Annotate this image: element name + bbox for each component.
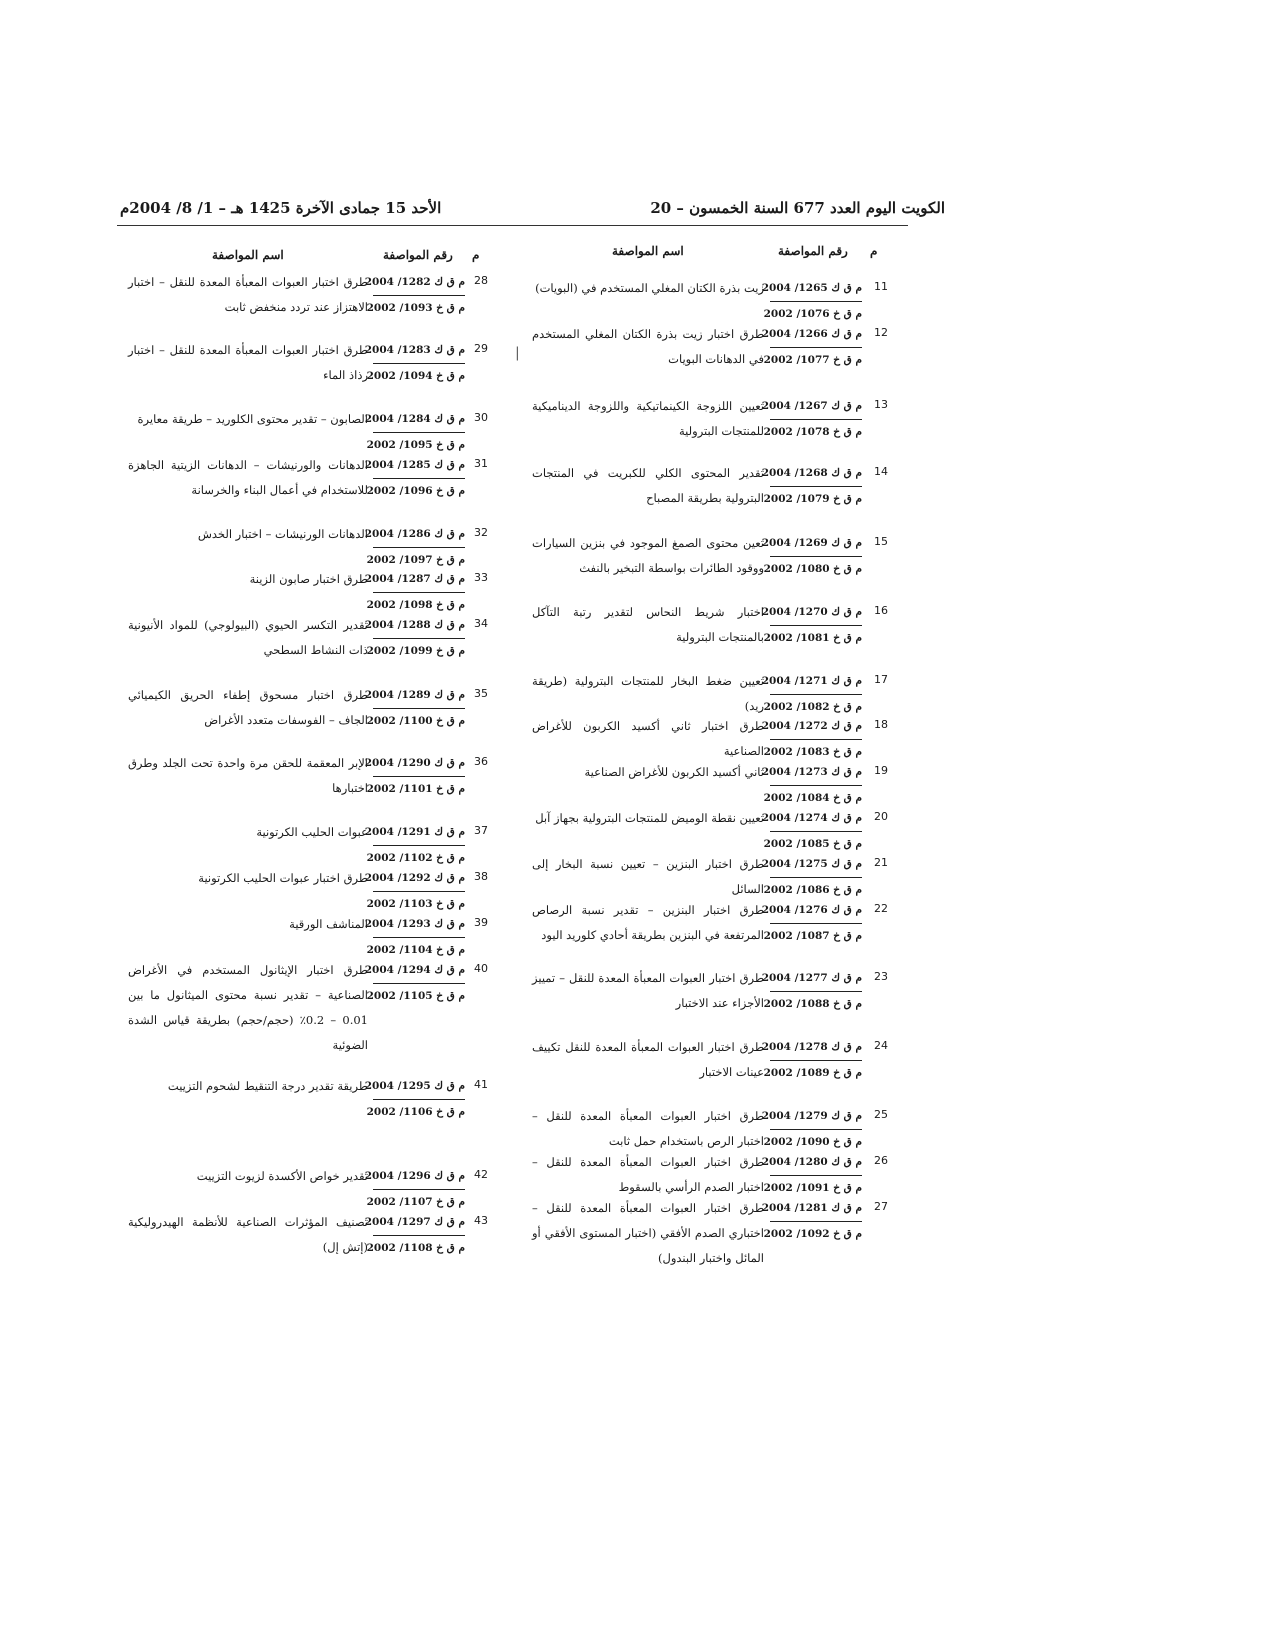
entry-code-gulf: م ق خ 1089/ 2002 (763, 1067, 862, 1079)
entry-code-kuwait: م ق ك 1277/ 2004 (770, 966, 862, 992)
entry-code-gulf: م ق خ 1092/ 2002 (763, 1228, 862, 1240)
entry-code (364, 522, 465, 573)
entry-code-gulf: م ق خ 1103/ 2002 (366, 898, 465, 910)
entry-code-kuwait: م ق ك 1286/ 2004 (373, 522, 465, 548)
entry-serial: 22 (874, 902, 888, 915)
entry-code (761, 600, 862, 651)
entry-name: عبوات الحليب الكرتونية (256, 825, 368, 839)
entry-code-kuwait: م ق ك 1284/ 2004 (373, 407, 465, 433)
entry-code-kuwait: م ق ك 1296/ 2004 (373, 1164, 465, 1190)
entry-name: طرق اختبار العبوات المعبأة المعدة للنقل – اختبار الصدم الرأسي بالسقوط (532, 1155, 764, 1194)
entry-serial: 26 (874, 1154, 888, 1167)
entry-serial: 30 (474, 411, 488, 424)
entry-code-gulf: م ق خ 1081/ 2002 (763, 632, 862, 644)
margin-bar-mark: | (515, 345, 520, 361)
entry-code-gulf: م ق خ 1095/ 2002 (366, 439, 465, 451)
entry-code-gulf: م ق خ 1107/ 2002 (366, 1196, 465, 1208)
entry-code (761, 531, 862, 582)
entry-code-gulf: م ق خ 1094/ 2002 (366, 370, 465, 382)
entry-serial: 42 (474, 1168, 488, 1181)
left-col-head-name: اسم المواصفة (212, 248, 284, 262)
entry-name: طرق اختبار صابون الزينة (249, 572, 368, 586)
entry-serial: 15 (874, 535, 888, 548)
entry-code (364, 866, 465, 917)
entry-serial: 18 (874, 718, 888, 731)
entry-code (364, 613, 465, 664)
entry-name: تقدير خواص الأكسدة لزيوت التزييت (196, 1169, 368, 1183)
entry-code-gulf: م ق خ 1085/ 2002 (763, 838, 862, 850)
entry-name: زيت بذرة الكتان المغلي المستخدم في (البويات) (535, 281, 764, 295)
entry-serial: 28 (474, 274, 488, 287)
header-rule-right (512, 225, 908, 226)
entry-code-gulf: م ق خ 1091/ 2002 (763, 1182, 862, 1194)
entry-code (761, 1035, 862, 1086)
entry-code (761, 1104, 862, 1155)
entry-code-gulf: م ق خ 1079/ 2002 (763, 493, 862, 505)
entry-code-kuwait: م ق ك 1265/ 2004 (770, 276, 862, 302)
entry-name: طريقة تقدير درجة التنقيط لشحوم التزييت (167, 1079, 368, 1093)
right-col-head-code: رقم المواصفة (778, 244, 848, 258)
entry-code-kuwait: م ق ك 1282/ 2004 (373, 270, 465, 296)
entry-name: طرق اختبار مسحوق إطفاء الحريق الكيميائي الجاف – الفوسفات متعدد الأغراض (128, 688, 368, 727)
entry-serial: 38 (474, 870, 488, 883)
entry-serial: 24 (874, 1039, 888, 1052)
entry-code-gulf: م ق خ 1097/ 2002 (366, 554, 465, 566)
entry-serial: 20 (874, 810, 888, 823)
entry-code-gulf: م ق خ 1102/ 2002 (366, 852, 465, 864)
entry-code-kuwait: م ق ك 1297/ 2004 (373, 1210, 465, 1236)
entry-code (761, 276, 862, 327)
entry-name: تعيين نقطة الوميض للمنتجات البترولية بجهاز آبل (535, 811, 764, 825)
entry-code-kuwait: م ق ك 1269/ 2004 (770, 531, 862, 557)
entry-name: طرق اختبار العبوات المعبأة المعدة للنقل – اختباري الصدم الأفقي (اختبار المستوى الأفقي أو المائل واختبار البندول) (532, 1201, 764, 1265)
entry-serial: 39 (474, 916, 488, 929)
header-rule-left (117, 225, 512, 226)
entry-name: طرق اختبار العبوات المعبأة المعدة للنقل – تمييز الأجزاء عند الاختبار (532, 971, 764, 1010)
entry-code (364, 1074, 465, 1125)
entry-code (761, 1196, 862, 1247)
entry-code-gulf: م ق خ 1083/ 2002 (763, 746, 862, 758)
entry-serial: 31 (474, 457, 488, 470)
entry-serial: 11 (874, 280, 888, 293)
entry-code-gulf: م ق خ 1077/ 2002 (763, 354, 862, 366)
entry-code-gulf: م ق خ 1078/ 2002 (763, 426, 862, 438)
entry-code-kuwait: م ق ك 1280/ 2004 (770, 1150, 862, 1176)
entry-serial: 27 (874, 1200, 888, 1213)
entry-code (364, 912, 465, 963)
entry-code (761, 669, 862, 720)
entry-serial: 36 (474, 755, 488, 768)
entry-serial: 23 (874, 970, 888, 983)
entry-code-gulf: م ق خ 1082/ 2002 (763, 701, 862, 713)
entry-code-kuwait: م ق ك 1278/ 2004 (770, 1035, 862, 1061)
entry-code (364, 407, 465, 458)
entry-name: طرق اختبار البنزين – تعيين نسبة البخار إلى السائل (532, 857, 764, 896)
page-header-left: الأحد 15 جمادى الآخرة 1425 هـ – 1/ 8/ 2004م (120, 199, 442, 217)
entry-code-gulf: م ق خ 1087/ 2002 (763, 930, 862, 942)
entry-code (364, 453, 465, 504)
entry-code-kuwait: م ق ك 1289/ 2004 (373, 683, 465, 709)
entry-code (364, 683, 465, 734)
entry-code-gulf: م ق خ 1090/ 2002 (763, 1136, 862, 1148)
entry-code (364, 1164, 465, 1215)
entry-serial: 12 (874, 326, 888, 339)
entry-code-gulf: م ق خ 1101/ 2002 (366, 783, 465, 795)
entry-serial: 34 (474, 617, 488, 630)
entry-code (761, 898, 862, 949)
entry-name: ثاني أكسيد الكربون للأغراض الصناعية (584, 765, 764, 779)
entry-code (761, 760, 862, 811)
entry-name: طرق اختبار ثاني أكسيد الكربون للأغراض الصناعية (532, 719, 764, 758)
entry-code-kuwait: م ق ك 1285/ 2004 (373, 453, 465, 479)
entry-serial: 40 (474, 962, 488, 975)
entry-name: تعيين اللزوجة الكينماتيكية واللزوجة الديناميكية للمنتجات البترولية (532, 399, 764, 438)
entry-code-kuwait: م ق ك 1290/ 2004 (373, 751, 465, 777)
entry-code (761, 1150, 862, 1201)
entry-name: طرق اختبار زيت بذرة الكتان المغلي المستخدم في الدهانات البويات (532, 327, 764, 366)
entry-name: تعيين ضغط البخار للمنتجات البترولية (طريقة ريد) (532, 674, 764, 713)
entry-serial: 16 (874, 604, 888, 617)
entry-code (364, 567, 465, 618)
entry-name: الصابون – تقدير محتوى الكلوريد – طريقة معايرة (137, 412, 368, 426)
entry-name: الدهانات الورنيشات – اختبار الخدش (197, 527, 368, 541)
entry-name: اختبار شريط النحاس لتقدير رتبة التآكل بالمنتجات البترولية (532, 605, 764, 644)
entry-code-kuwait: م ق ك 1288/ 2004 (373, 613, 465, 639)
entry-serial: 43 (474, 1214, 488, 1227)
entry-name: تعين محتوى الصمغ الموجود في بنزين السيارات ووقود الطائرات بواسطة التبخير بالنفث (532, 536, 764, 575)
entry-code (364, 270, 465, 321)
entry-code (364, 338, 465, 389)
entry-code-gulf: م ق خ 1099/ 2002 (366, 645, 465, 657)
entry-code-kuwait: م ق ك 1276/ 2004 (770, 898, 862, 924)
page-header-right: الكويت اليوم العدد 677 السنة الخمسون – 20 (650, 199, 945, 217)
entry-code-gulf: م ق خ 1088/ 2002 (763, 998, 862, 1010)
left-col-head-serial: م (472, 248, 480, 262)
entry-name: طرق اختبار العبوات المعبأة المعدة للنقل – اختبار رذاذ الماء (128, 343, 368, 382)
left-col-head-code: رقم المواصفة (383, 248, 453, 262)
entry-code (761, 394, 862, 445)
entry-serial: 21 (874, 856, 888, 869)
entry-code-kuwait: م ق ك 1279/ 2004 (770, 1104, 862, 1130)
entry-code-gulf: م ق خ 1096/ 2002 (366, 485, 465, 497)
entry-code (364, 820, 465, 871)
entry-serial: 29 (474, 342, 488, 355)
entry-serial: 14 (874, 465, 888, 478)
entry-code (761, 966, 862, 1017)
entry-name: المناشف الورقية (289, 917, 368, 931)
entry-name: تصنيف المؤثرات الصناعية للأنظمة الهيدروليكية (إتش إل) (128, 1215, 368, 1254)
entry-code (364, 958, 465, 1009)
entry-code-gulf: م ق خ 1105/ 2002 (366, 990, 465, 1002)
right-col-head-name: اسم المواصفة (612, 244, 684, 258)
entry-code-kuwait: م ق ك 1268/ 2004 (770, 461, 862, 487)
entry-serial: 32 (474, 526, 488, 539)
entry-name: طرق اختبار عبوات الحليب الكرتونية (198, 871, 368, 885)
entry-name: طرق اختبار العبوات المعبأة المعدة للنقل – اختبار الرص باستخدام حمل ثابت (532, 1109, 764, 1148)
entry-name: الإبر المعقمة للحقن مرة واحدة تحت الجلد وطرق اختبارها (128, 756, 368, 795)
entry-serial: 25 (874, 1108, 888, 1121)
entry-code-gulf: م ق خ 1106/ 2002 (366, 1106, 465, 1118)
entry-code-kuwait: م ق ك 1292/ 2004 (373, 866, 465, 892)
entry-code-kuwait: م ق ك 1270/ 2004 (770, 600, 862, 626)
entry-serial: 33 (474, 571, 488, 584)
entry-code-kuwait: م ق ك 1273/ 2004 (770, 760, 862, 786)
entry-code-kuwait: م ق ك 1294/ 2004 (373, 958, 465, 984)
entry-code-kuwait: م ق ك 1267/ 2004 (770, 394, 862, 420)
entry-code-kuwait: م ق ك 1291/ 2004 (373, 820, 465, 846)
entry-code-kuwait: م ق ك 1295/ 2004 (373, 1074, 465, 1100)
entry-name: طرق اختبار العبوات المعبأة المعدة للنقل تكييف عينات الاختبار (532, 1040, 764, 1079)
entry-code-kuwait: م ق ك 1272/ 2004 (770, 714, 862, 740)
entry-code-gulf: م ق خ 1093/ 2002 (366, 302, 465, 314)
entry-code-kuwait: م ق ك 1287/ 2004 (373, 567, 465, 593)
entry-name: طرق اختبار البنزين – تقدير نسبة الرصاص المرتفعة في البنزين بطريقة أحادي كلوريد اليود (532, 903, 764, 942)
entry-serial: 41 (474, 1078, 488, 1091)
entry-serial: 17 (874, 673, 888, 686)
entry-name: الدهانات والورنيشات – الدهانات الزيتية الجاهزة للاستخدام في أعمال البناء والخرسانة (128, 458, 368, 497)
entry-code (761, 852, 862, 903)
entry-name: طرق اختبار الإيثانول المستخدم في الأغراض الصناعية – تقدير نسبة محتوى الميثانول ما بين 0.01 – 0.2٪ (حجم/حجم) بطريقة قياس الشدة الضوئية (128, 963, 368, 1052)
entry-code-gulf: م ق خ 1084/ 2002 (763, 792, 862, 804)
entry-name: تقدير التكسر الحيوي (البيولوجي) للمواد الأنيونية ذات النشاط السطحي (128, 618, 368, 657)
entry-code (761, 806, 862, 857)
right-col-head-serial: م (870, 244, 878, 258)
entry-serial: 37 (474, 824, 488, 837)
entry-serial: 19 (874, 764, 888, 777)
entry-code-kuwait: م ق ك 1275/ 2004 (770, 852, 862, 878)
entry-code-kuwait: م ق ك 1281/ 2004 (770, 1196, 862, 1222)
entry-code-kuwait: م ق ك 1271/ 2004 (770, 669, 862, 695)
entry-code-kuwait: م ق ك 1283/ 2004 (373, 338, 465, 364)
entry-code-gulf: م ق خ 1080/ 2002 (763, 563, 862, 575)
entry-serial: 35 (474, 687, 488, 700)
entry-name: طرق اختبار العبوات المعبأة المعدة للنقل – اختبار الاهتزاز عند تردد منخفض ثابت (128, 275, 368, 314)
entry-code (761, 322, 862, 373)
entry-code (364, 751, 465, 802)
entry-code (761, 461, 862, 512)
entry-code-gulf: م ق خ 1108/ 2002 (366, 1242, 465, 1254)
entry-code (364, 1210, 465, 1261)
entry-code-kuwait: م ق ك 1274/ 2004 (770, 806, 862, 832)
entry-code-kuwait: م ق ك 1293/ 2004 (373, 912, 465, 938)
entry-code-kuwait: م ق ك 1266/ 2004 (770, 322, 862, 348)
entry-name: تقدير المحتوى الكلي للكبريت في المنتجات البترولية بطريقة المصباح (532, 466, 764, 505)
entry-code (761, 714, 862, 765)
entry-code-gulf: م ق خ 1104/ 2002 (366, 944, 465, 956)
entry-serial: 13 (874, 398, 888, 411)
entry-code-gulf: م ق خ 1086/ 2002 (763, 884, 862, 896)
entry-code-gulf: م ق خ 1100/ 2002 (366, 715, 465, 727)
entry-code-gulf: م ق خ 1076/ 2002 (763, 308, 862, 320)
entry-code-gulf: م ق خ 1098/ 2002 (366, 599, 465, 611)
